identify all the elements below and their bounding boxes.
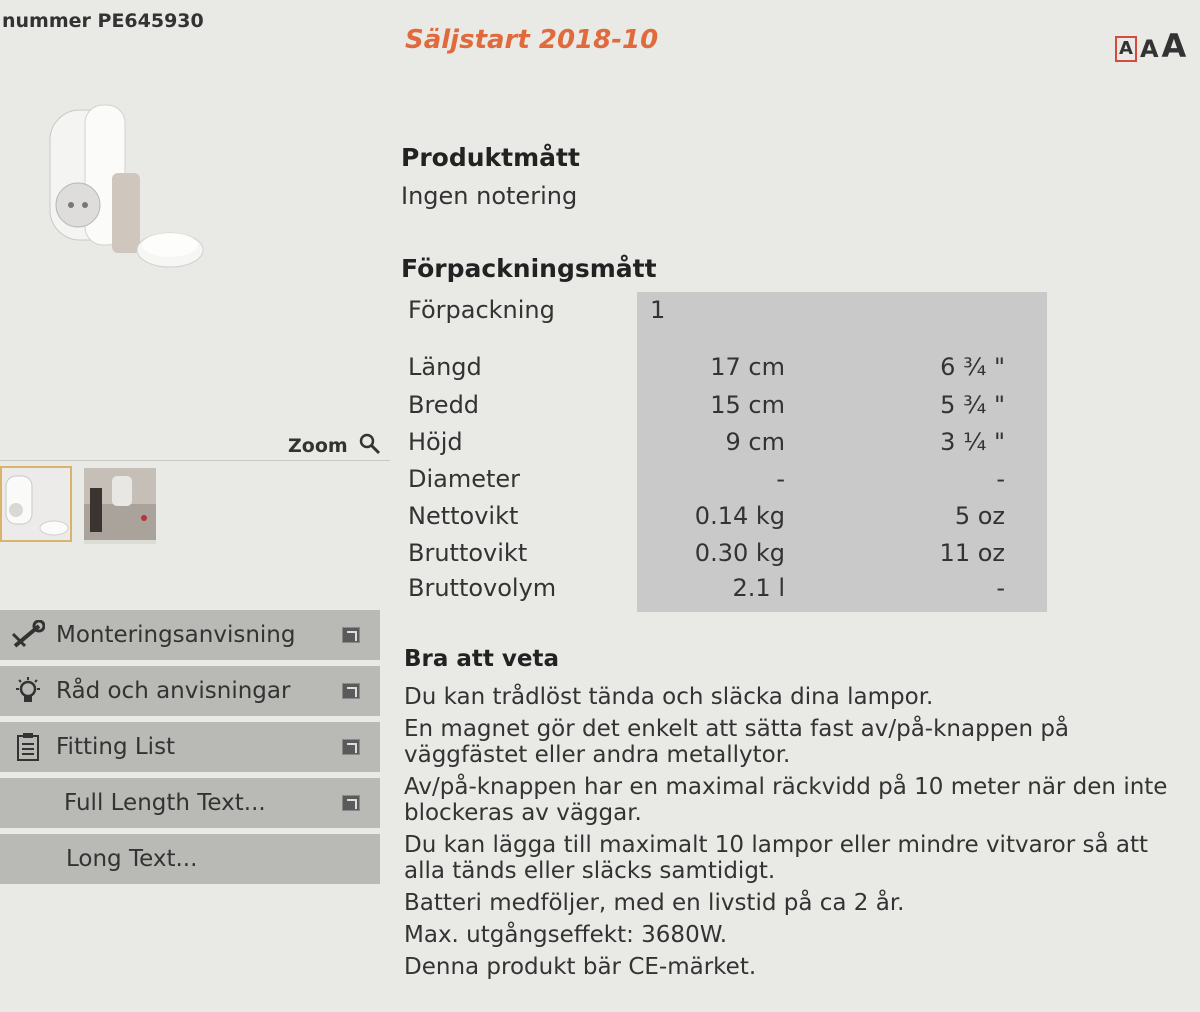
- side-link-long-text[interactable]: [0, 834, 380, 884]
- external-link-icon: [342, 795, 360, 811]
- dimension-label: Höjd: [408, 428, 463, 456]
- dimension-label: Diameter: [408, 465, 521, 493]
- thumbnail-2[interactable]: [84, 468, 156, 544]
- dimension-row: [405, 428, 1025, 464]
- dimension-label: Längd: [408, 353, 482, 381]
- lightbulb-icon: [0, 676, 56, 706]
- side-link-label: Long Text...: [66, 846, 198, 872]
- zoom-button[interactable]: [288, 432, 382, 460]
- dimension-metric: 2.1 l: [732, 574, 785, 602]
- dimension-metric: 15 cm: [710, 391, 785, 419]
- dimension-row: [405, 502, 1025, 538]
- dimension-metric: 0.14 kg: [694, 502, 785, 530]
- good-to-know-list: [404, 684, 1194, 986]
- dimension-imperial: 3 ¼ ": [940, 428, 1005, 456]
- list-item: Batteri medföljer, med en livstid på ca 2 år.: [404, 890, 905, 916]
- dimension-imperial: 5 ¾ ": [940, 391, 1005, 419]
- dimension-imperial: 5 oz: [954, 502, 1005, 530]
- list-item: Av/på-knappen har en maximal räckvidd på 10 meter när den inte blockeras av väggar.: [404, 774, 1168, 826]
- dimension-row: [405, 574, 1025, 610]
- dimension-imperial: 6 ¾ ": [940, 353, 1005, 381]
- good-to-know-heading: Bra att veta: [404, 646, 560, 672]
- external-link-icon: [342, 627, 360, 643]
- product-dimensions-heading: Produktmått: [401, 143, 580, 172]
- sale-start-label: Säljstart 2018-10: [405, 25, 659, 55]
- list-item: En magnet gör det enkelt att sätta fast av/på-knappen på väggfästet eller andra metallytor.: [404, 716, 1070, 768]
- package-label: Förpackning: [408, 296, 555, 324]
- dimension-metric: -: [776, 465, 785, 493]
- side-link-full-length-text[interactable]: [0, 778, 380, 828]
- list-item: Du kan lägga till maximalt 10 lampor eller mindre vitvaror så att alla tänds eller släcks samtidigt.: [404, 832, 1148, 884]
- font-size-large-button[interactable]: A: [1161, 27, 1187, 65]
- product-image[interactable]: [30, 95, 210, 285]
- dimension-metric: 0.30 kg: [694, 539, 785, 567]
- dimension-row: [405, 465, 1025, 501]
- dimension-row: [405, 391, 1025, 427]
- product-dimensions-value: Ingen notering: [401, 182, 578, 210]
- dimension-label: Bruttovolym: [408, 574, 557, 602]
- dimension-row: [405, 539, 1025, 575]
- external-link-icon: [342, 739, 360, 755]
- side-link-label: Fitting List: [56, 734, 176, 760]
- side-link-rad-och-anvisningar[interactable]: [0, 666, 380, 716]
- dimension-label: Bruttovikt: [408, 539, 528, 567]
- divider: [0, 460, 390, 461]
- package-row: [405, 296, 1025, 332]
- font-size-medium-button[interactable]: A: [1139, 35, 1159, 63]
- wrench-icon: [0, 620, 56, 650]
- dimension-imperial: -: [996, 465, 1005, 493]
- magnifier-icon: [358, 432, 382, 460]
- package-value: 1: [650, 296, 666, 324]
- zoom-label: Zoom: [288, 435, 348, 457]
- side-link-label: Råd och anvisningar: [56, 678, 291, 704]
- font-size-controls: [1115, 27, 1187, 65]
- dimension-imperial: 11 oz: [939, 539, 1005, 567]
- list-item: Denna produkt bär CE-märket.: [404, 954, 757, 980]
- side-link-fitting-list[interactable]: [0, 722, 380, 772]
- dimension-row: [405, 353, 1025, 389]
- font-size-small-button[interactable]: A: [1115, 36, 1137, 62]
- article-number: nummer PE645930: [2, 10, 204, 32]
- side-link-label: Monteringsanvisning: [56, 622, 296, 648]
- package-dimensions-heading: Förpackningsmått: [401, 254, 657, 283]
- clipboard-icon: [0, 732, 56, 762]
- list-item: Max. utgångseffekt: 3680W.: [404, 922, 728, 948]
- dimension-label: Nettovikt: [408, 502, 519, 530]
- external-link-icon: [342, 683, 360, 699]
- side-link-monteringsanvisning[interactable]: [0, 610, 380, 660]
- dimension-imperial: -: [996, 574, 1005, 602]
- dimension-label: Bredd: [408, 391, 480, 419]
- thumbnail-1[interactable]: [0, 466, 72, 542]
- dimension-metric: 9 cm: [725, 428, 785, 456]
- dimension-metric: 17 cm: [710, 353, 785, 381]
- list-item: Du kan trådlöst tända och släcka dina lampor.: [404, 684, 934, 710]
- side-link-label: Full Length Text...: [64, 790, 266, 816]
